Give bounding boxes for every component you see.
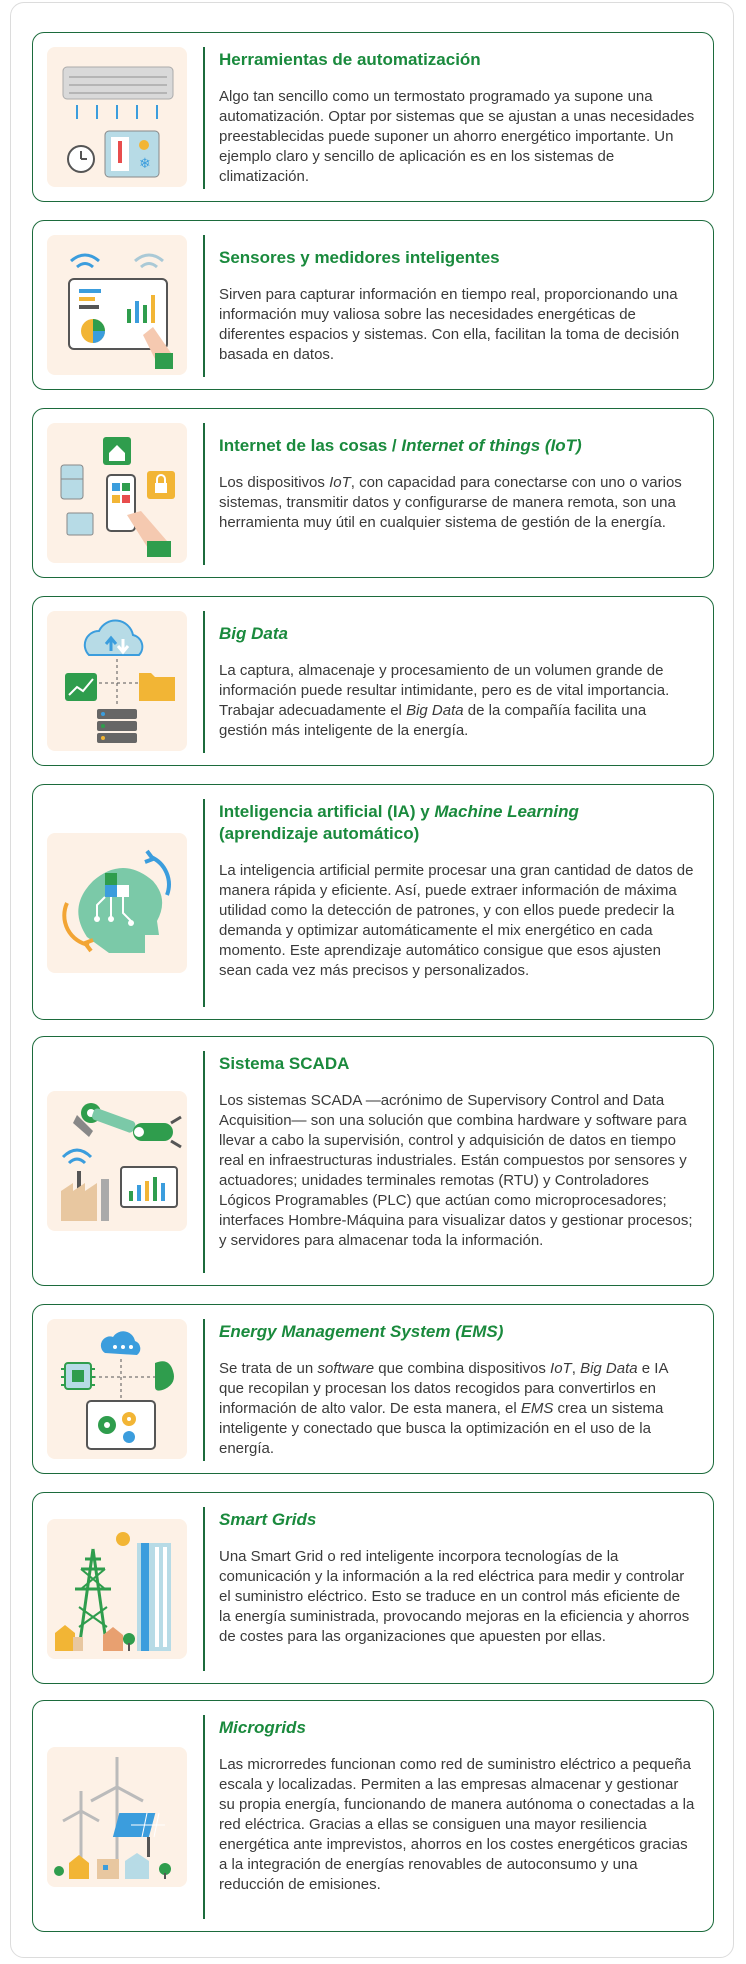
title-part: (aprendizaje automático) bbox=[219, 824, 420, 843]
card-body: Sirven para capturar información en tiempo real, proporcionando una información muy valiosa sobre las necesidades energéticas de diferentes espacios y sistemas. Con ella, facilitan la toma de decisión basada en datos. bbox=[219, 286, 680, 363]
card-microgrids bbox=[32, 1700, 714, 1932]
body-part: Los dispositivos bbox=[219, 474, 330, 491]
svg-text:❄: ❄ bbox=[139, 156, 151, 172]
body-part-italic: IoT bbox=[550, 1360, 572, 1377]
card-body bbox=[219, 661, 695, 741]
card-body bbox=[219, 1359, 695, 1459]
smart-tablet-sensors-icon bbox=[47, 235, 187, 375]
body-part-italic: software bbox=[317, 1360, 375, 1377]
title-part-italic: Machine Learning bbox=[434, 802, 579, 821]
card-iot bbox=[32, 408, 714, 578]
title-part: Inteligencia artificial (IA) y bbox=[219, 802, 435, 821]
card-smart-sensors bbox=[32, 220, 714, 390]
card-divider bbox=[203, 1319, 205, 1461]
card-divider bbox=[203, 235, 205, 377]
body-part: La captura, almacenaje y procesamiento de un volumen grande de información puede resultar intimidante, pero es de vital importancia. Trabajar adecuadamente el bbox=[219, 662, 670, 719]
card-divider bbox=[203, 799, 205, 1007]
card-big-data bbox=[32, 596, 714, 766]
card-divider bbox=[203, 611, 205, 753]
card-title: Sistema SCADA bbox=[219, 1054, 350, 1073]
card-body: Las microrredes funcionan como red de suministro eléctrico a pequeña escala y localizadas. Permiten a las empresas almacenar y gestionar su propia energía, funcionando de manera autónoma o conectadas a la red eléctrica. Gracias a ellas se consiguen una mayor resiliencia energética ante imprevistos, ahorros en los costes energéticos gracias a la integración de energías renovables de autoconsumo y una reducción de emisiones. bbox=[219, 1756, 695, 1893]
card-divider bbox=[203, 423, 205, 565]
card-title: Big Data bbox=[219, 624, 288, 643]
card-ems bbox=[32, 1304, 714, 1474]
card-title: Microgrids bbox=[219, 1718, 306, 1737]
power-tower-city-icon bbox=[47, 1519, 187, 1659]
body-part: crea un sistema inteligente y conectado que busca la optimización en el uso de la energía. bbox=[219, 1400, 664, 1457]
card-smart-grids bbox=[32, 1492, 714, 1684]
card-artificial-intelligence bbox=[32, 784, 714, 1020]
body-part-italic: Big Data bbox=[406, 702, 464, 719]
title-part: Internet de las cosas / bbox=[219, 436, 402, 455]
card-body: Una Smart Grid o red inteligente incorpora tecnologías de la comunicación y la información a la red eléctrica para medir y controlar el suministro eléctrico. Esto se traduce en un control más eficiente de la energía suministrada, provocando mejoras en la eficiencia y ahorros de costes para las organizaciones que apuesten por ellas. bbox=[219, 1548, 690, 1645]
card-body: La inteligencia artificial permite procesar una gran cantidad de datos de manera rápida y eficiente. Así, puede extraer información de máxima utilidad como la detección de patrones, y con ellos puede predecir la demanda y optimizar automáticamente el mix energético en cada momento. Este aprendizaje automático consigue que esos ajusten sean cada vez más precisos y personalizados. bbox=[219, 862, 694, 979]
smartphone-iot-icon bbox=[47, 423, 187, 563]
body-part-italic: Big Data bbox=[580, 1360, 638, 1377]
card-body: Algo tan sencillo como un termostato programado ya supone una automatización. Optar por sistemas que se ajustan a unas necesidades preestablecidas puede suponer un ahorro energético importante. Un ejemplo claro y sencillo de aplicación es en los sistemas de climatización. bbox=[219, 88, 695, 185]
card-title: Energy Management System (EMS) bbox=[219, 1322, 504, 1341]
card-body bbox=[219, 473, 695, 533]
card-title bbox=[219, 435, 695, 457]
card-divider bbox=[203, 1051, 205, 1273]
card-title: Sensores y medidores inteligentes bbox=[219, 248, 500, 267]
wind-turbines-houses-icon bbox=[47, 1747, 187, 1887]
title-part-italic: Internet of things (IoT) bbox=[401, 436, 582, 455]
body-part: de la compañía facilita una gestión más inteligente de la energía. bbox=[219, 702, 647, 739]
body-part: , bbox=[571, 1360, 581, 1377]
body-part-italic: EMS bbox=[520, 1400, 554, 1417]
body-part: Se trata de un bbox=[219, 1360, 318, 1377]
card-divider bbox=[203, 47, 205, 189]
ai-head-icon bbox=[47, 833, 187, 973]
ems-network-icon bbox=[47, 1319, 187, 1459]
card-divider bbox=[203, 1507, 205, 1671]
card-divider bbox=[203, 1715, 205, 1919]
card-automation-tools bbox=[32, 32, 714, 202]
card-scada bbox=[32, 1036, 714, 1286]
card-title: Herramientas de automatización bbox=[219, 50, 481, 69]
body-part: , con capacidad para conectarse con uno o varios sistemas, transmitir datos y configurarse de manera remota, son una herramienta muy útil en cualquier sistema de gestión de la energía. bbox=[219, 474, 682, 531]
body-part: que combina dispositivos bbox=[374, 1360, 551, 1377]
air-conditioner-thermostat-icon bbox=[47, 47, 187, 187]
body-part-italic: IoT bbox=[329, 474, 351, 491]
cloud-data-icon bbox=[47, 611, 187, 751]
card-title bbox=[219, 801, 695, 845]
card-title: Smart Grids bbox=[219, 1510, 317, 1529]
card-body: Los sistemas SCADA —acrónimo de Supervisory Control and Data Acquisition— son una solución que combina hardware y software para llevar a cabo la supervisión, control y adquisición de datos en tiempo real en infraestructuras industriales. Están compuestos por sensores y actuadores; unidades terminales remotas (RTU) y Controladores Lógicos Programables (PLC) que actúan como microprocesadores; interfaces Hombre-Máquina para visualizar datos y gestionar procesos; y servidores para almacenar toda la información. bbox=[219, 1092, 693, 1249]
robot-arm-factory-icon bbox=[47, 1091, 187, 1231]
body-part: e IA que recopilan y procesan los datos recogidos para convertirlos en información de alto valor. De esta manera, el bbox=[219, 1360, 668, 1417]
